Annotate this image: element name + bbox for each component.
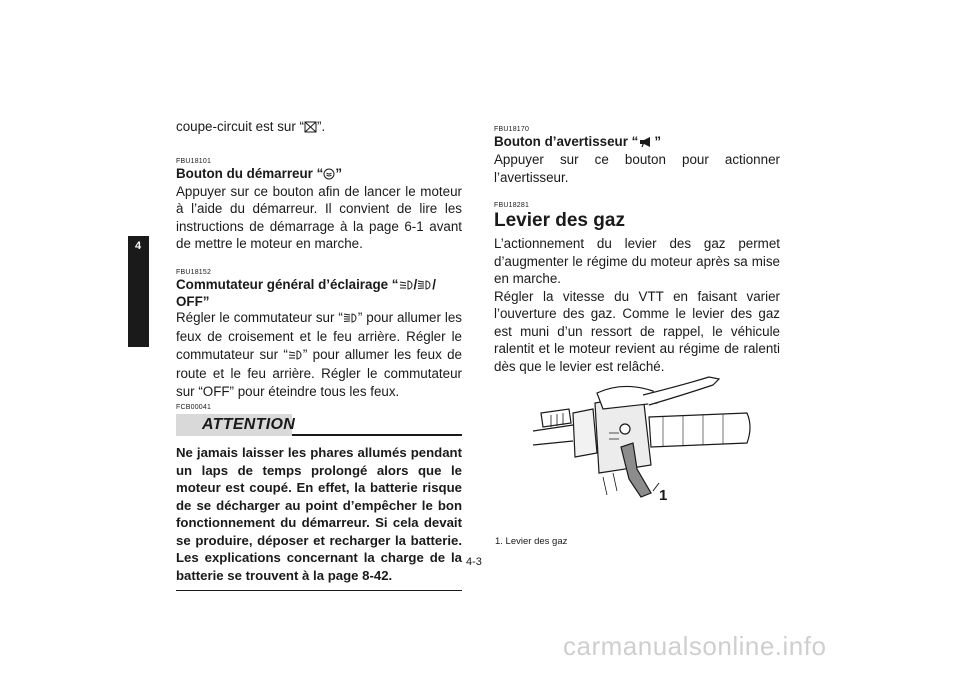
section-code: FBU18101 [176, 157, 212, 165]
caution-banner [176, 414, 462, 436]
low-beam-icon [288, 348, 303, 366]
figure-callout-number: 1 [659, 487, 668, 504]
throttle-heading: Levier des gaz [494, 210, 625, 231]
starter-icon [323, 168, 335, 183]
caution-end-rule [176, 590, 462, 591]
caution-text: Ne jamais laisser les phares allumés pendant un laps de temps prolongé alors que le moteur est coupé. En effet, la batterie risque de se décharger au point d’empêcher le bon fonctionnement du démarreur. Si cela devait se produire, déposer et recharger la batterie. Les explications concernant la charge de la batterie se trouvent à la page 8-42. [176, 445, 462, 583]
engine-stop-icon [304, 120, 317, 138]
horn-icon [638, 136, 654, 151]
section-code: FCB00041 [176, 404, 212, 411]
throttle-lever-illustration [533, 373, 753, 513]
page-number: 4-3 [466, 556, 482, 568]
lights-body: Régler le commutateur sur “ ” pour allumer les feux de croisement et le feu arrière. Régler le commutateur sur “ ” pour allumer les feux de route et le feu arrière. Régler le commutateur sur “OFF” pour éteindre tous les feux. [176, 309, 463, 399]
horn-body: Appuyer sur ce bouton pour actionner l’avertisseur. [494, 152, 780, 185]
section-code: FBU18281 [494, 202, 530, 209]
section-code: FBU18170 [494, 126, 530, 133]
watermark: carmanualsonline.info [563, 631, 827, 661]
figure-caption: 1. Levier des gaz [495, 536, 568, 547]
left-column [176, 118, 462, 591]
section-code: FBU18152 [176, 268, 212, 276]
chapter-tab [128, 236, 149, 347]
caution-label: ATTENTION [202, 416, 296, 433]
starter-heading: Bouton du démarreur “ ” [176, 165, 343, 181]
throttle-body-1: L’actionnement du levier des gaz permet d’augmenter le régime du moteur après sa mise en marche. [494, 236, 780, 286]
starter-body: Appuyer sur ce bouton afin de lancer le moteur à l’aide du démarreur. Il convient de lire les instructions de démarrage à la page 6-1 avant de mettre le moteur en marche. [176, 183, 462, 251]
horn-heading: Bouton d’avertisseur “ ” [494, 134, 662, 149]
throttle-body-2: Régler la vitesse du VTT en faisant varier l’ouverture des gaz. Comme le levier des gaz est muni d’un ressort de rappel, le véhicule ralentit et le moteur revient au régime de ralenti dès que le levier est relâché. [494, 288, 780, 374]
chapter-tab-number: 4 [135, 240, 142, 252]
right-column [494, 118, 780, 375]
high-beam-icon [417, 279, 432, 294]
high-beam-icon [343, 311, 358, 329]
intro-line: coupe-circuit est sur “ ”. [176, 118, 462, 138]
lights-heading: Commutateur général d’éclairage “ / / OFF” [176, 276, 436, 309]
low-beam-icon [399, 279, 414, 294]
